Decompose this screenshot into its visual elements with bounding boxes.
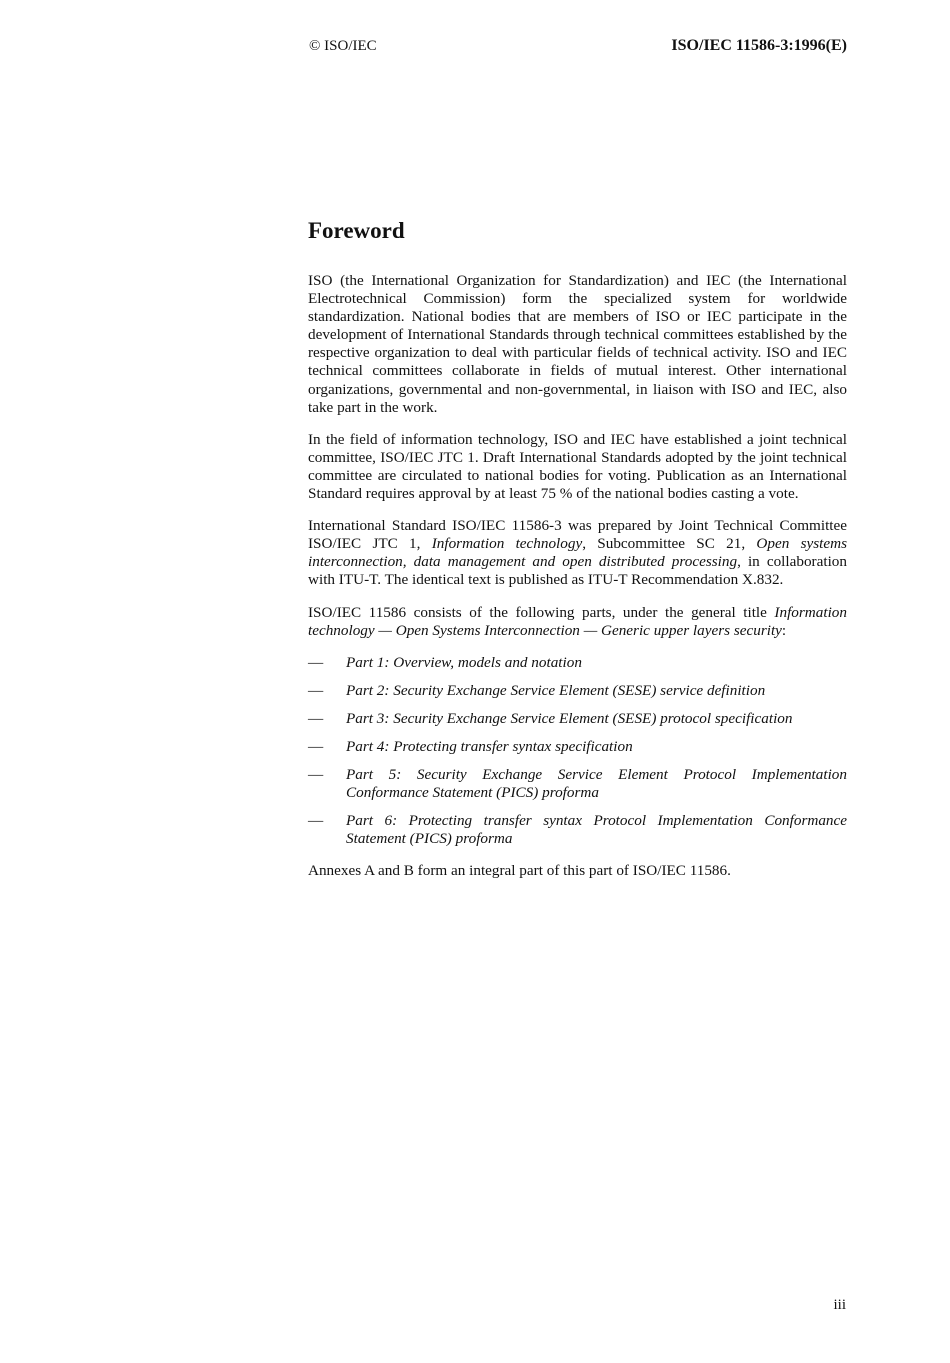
header-copyright: © ISO/IEC	[309, 38, 377, 54]
list-item	[308, 812, 847, 848]
paragraph-parts-intro	[308, 604, 847, 640]
list-item	[308, 654, 847, 672]
list-dash: —	[308, 812, 324, 830]
parts-list	[308, 654, 847, 849]
list-item	[308, 738, 847, 756]
paragraph-jtc1: In the field of information technology, ISO and IEC have established a joint technical committee, ISO/IEC JTC 1. Draft International Standards adopted by the joint technical committee are circulated to national bodies for voting. Publication as an International Standard requires approval by at least 75 % of the national bodies casting a vote.	[308, 430, 847, 503]
page-number: iii	[833, 1297, 846, 1313]
p4-text-c: :	[781, 621, 787, 639]
p4-italic-b: Information technology — Open Systems Interconnection — Generic upper layers security	[308, 603, 847, 639]
list-dash: —	[308, 653, 324, 671]
p3-italic-b: Information technology	[431, 535, 583, 553]
p3-text-a: International Standard ISO/IEC 11586-3 was prepared by Joint Technical Committee ISO/IEC JTC 1,	[308, 517, 847, 553]
p3-text-c: , Subcommittee SC 21,	[582, 535, 757, 553]
page-title: Foreword	[308, 218, 405, 243]
list-dash: —	[308, 766, 324, 784]
paragraph-preparation	[308, 517, 847, 589]
p3-text-e: , in collaboration with ITU-T. The identical text is published as ITU-T Recommendation X.832.	[308, 553, 847, 589]
part-1-title: Part 1: Overview, models and notation	[346, 653, 582, 671]
list-item	[308, 766, 847, 802]
list-dash: —	[308, 737, 324, 755]
list-item	[308, 710, 847, 728]
list-dash: —	[308, 681, 324, 699]
part-4-title: Part 4: Protecting transfer syntax specification	[346, 737, 633, 755]
foreword-body	[308, 272, 847, 881]
part-3-title: Part 3: Security Exchange Service Element (SESE) protocol specification	[346, 709, 793, 727]
p3-italic-d: Open systems interconnection, data management and open distributed processing	[308, 535, 847, 571]
list-item	[308, 682, 847, 700]
p4-text-a: ISO/IEC 11586 consists of the following parts, under the general title	[308, 603, 775, 621]
part-2-title: Part 2: Security Exchange Service Element (SESE) service definition	[346, 681, 766, 699]
list-dash: —	[308, 709, 324, 727]
paragraph-annexes: Annexes A and B form an integral part of this part of ISO/IEC 11586.	[308, 862, 731, 880]
part-5-title: Part 5: Security Exchange Service Element Protocol Implementation Conformance Statement (PICS) proforma	[346, 766, 847, 802]
part-6-title: Part 6: Protecting transfer syntax Protocol Implementation Conformance Statement (PICS) proforma	[346, 812, 847, 848]
header-standard-id: ISO/IEC 11586-3:1996(E)	[671, 37, 847, 54]
paragraph-iso-iec: ISO (the International Organization for Standardization) and IEC (the International Electrotechnical Commission) form the specialized system for worldwide standardization. National bodies that are members of ISO or IEC participate in the development of International Standards through technical committees established by the respective organization to deal with particular fields of technical activity. ISO and IEC technical committees collaborate in fields of mutual interest. Other international organizations, governmental and non-governmental, in liaison with ISO and IEC, also take part in the work.	[308, 272, 847, 416]
